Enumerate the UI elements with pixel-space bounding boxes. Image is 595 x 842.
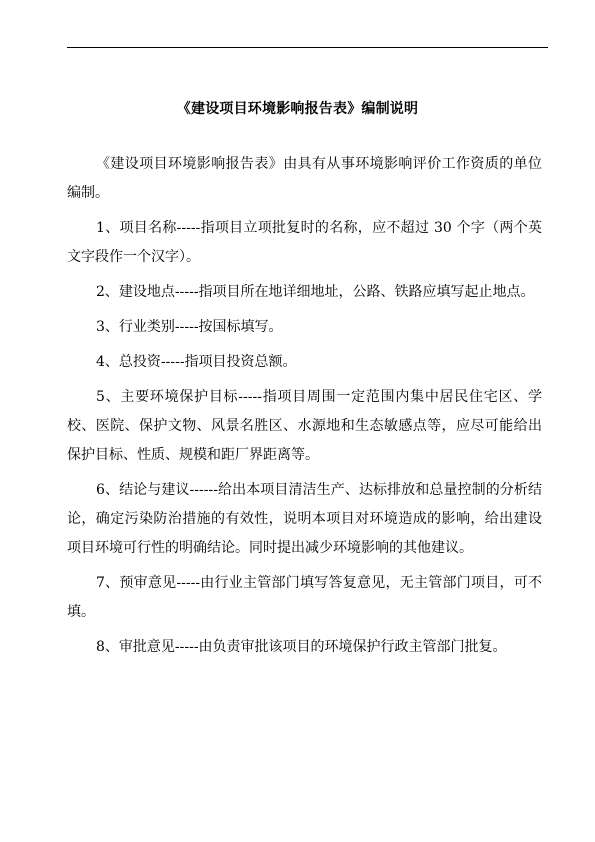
item-conclusions: 6、结论与建议------给出本项目清洁生产、达标排放和总量控制的分析结论，确定污染防治措施的有效性，说明本项目对环境造成的影响，给出建设项目环境可行性的明确结论。同时提出减少环境影响的其他建议。 [67,482,542,556]
item-industry-category: 3、行业类别-----按国标填写。 [96,319,283,335]
item-protection-targets: 5、主要环境保护目标-----指项目周围一定范围内集中居民住宅区、学校、医院、保护文物、风景名胜区、水源地和生态敏感点等，应尽可能给出保护目标、性质、规模和距厂界距离等。 [67,389,542,463]
intro-paragraph: 《建设项目环境影响报告表》由具有从事环境影响评价工作资质的单位编制。 [67,156,542,201]
header-rule [67,47,548,48]
document-body [67,150,542,662]
item-preliminary-review: 7、预审意见-----由行业主管部门填写答复意见，无主管部门项目，可不填。 [67,575,542,620]
document-title: 《建设项目环境影响报告表》编制说明 [176,101,419,117]
item-construction-site: 2、建设地点-----指项目所在地详细地址，公路、铁路应填写起止地点。 [96,284,535,300]
item-project-name: 1、项目名称-----指项目立项批复时的名称，应不超过 30 个字（两个英文字段作一个汉字）。 [67,220,542,265]
item-total-investment: 4、总投资-----指项目投资总额。 [96,354,297,370]
item-approval-opinion: 8、审批意见-----由负责审批该项目的环境保护行政主管部门批复。 [96,639,507,655]
